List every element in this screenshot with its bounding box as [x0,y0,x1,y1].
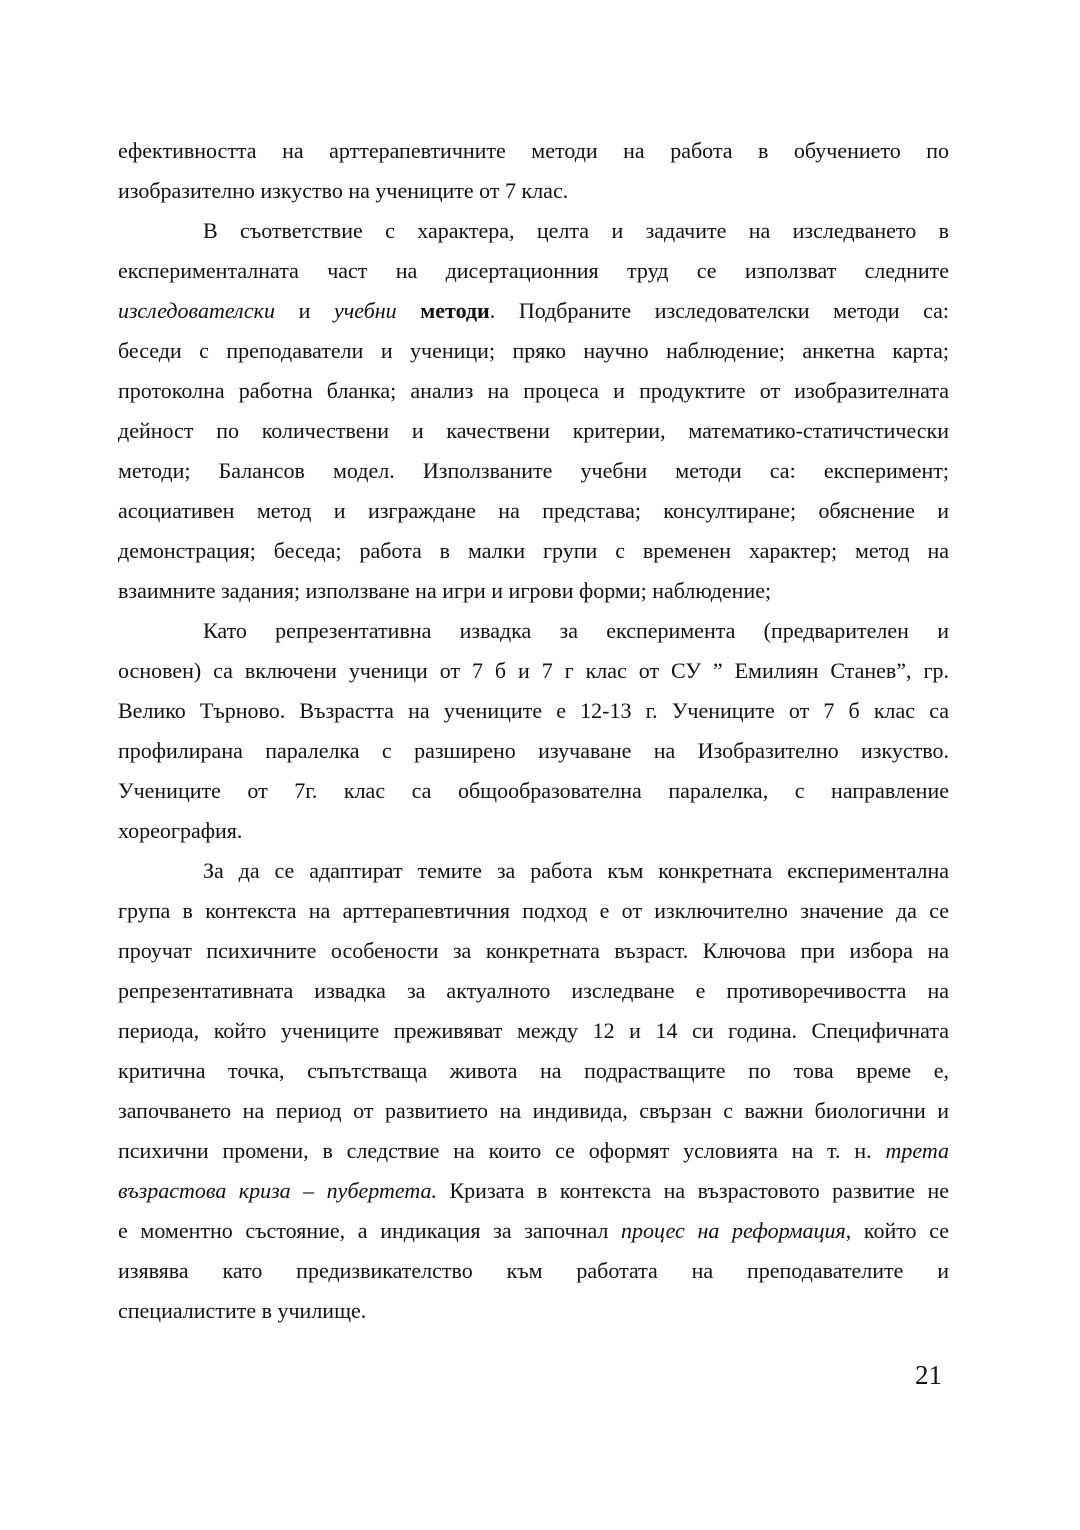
bold-text-run: методи [420,298,490,323]
text-run [397,298,421,323]
text-line [118,1011,949,1051]
text-run: Учениците от 7г. клас са общообразователна паралелка, с направление [118,778,949,803]
text-line [118,451,949,491]
text-line [118,491,949,531]
text-line [118,1291,949,1331]
text-run: , който се [845,1218,949,1243]
text-line [118,571,949,611]
text-run: експерименталната част на дисертационния труд се използват следните [118,258,949,283]
text-run: започването на период от развитието на индивида, свързан с важни биологични и [118,1098,949,1123]
text-run: профилирана паралелка с разширено изучаване на Изобразително изкуство. [118,738,949,763]
page-number: 21 [915,1360,942,1390]
text-run: изобразително изкуство на учениците от 7 клас. [118,178,569,203]
text-run: проучат психичните особености за конкретната възраст. Ключова при избора на [118,938,949,963]
text-line [118,811,949,851]
text-line [118,1251,949,1291]
text-line [118,931,949,971]
text-line [118,731,949,771]
paragraph [118,131,949,211]
text-line [118,1051,949,1091]
text-line [118,171,949,211]
text-run: изявява като предизвикателство към работата на преподавателите и [118,1258,949,1283]
text-line [118,1131,949,1171]
text-line [118,371,949,411]
text-run: периода, който учениците преживяват между 12 и 14 си година. Специфичната [118,1018,949,1043]
paragraph [118,611,949,851]
text-line [118,331,949,371]
text-line [118,291,949,331]
italic-text-run: изследователски [118,298,275,323]
text-line [118,1211,949,1251]
text-line [118,251,949,291]
text-run: е моментно състояние, а индикация за започнал [118,1218,622,1243]
text-run: Като репрезентативна извадка за експеримента (предварителен и [203,618,949,643]
text-line [118,971,949,1011]
text-line [118,611,949,651]
text-line [118,531,949,571]
paragraph [118,851,949,1331]
text-run: критична точка, съпътстваща живота на подрастващите по това време е, [118,1058,949,1083]
text-line [118,411,949,451]
text-line [118,891,949,931]
text-line [118,651,949,691]
text-line [118,131,949,171]
text-run: и [274,298,334,323]
text-run: специалистите в училище. [118,1298,367,1323]
text-run: За да се адаптират темите за работа към конкретната експериментална [203,858,949,883]
text-run: Кризата в контекста на възрастовото развитие не [437,1178,949,1203]
text-run: В съответствие с характера, целта и задачите на изследването в [203,218,949,243]
text-run: Велико Търново. Възрастта на учениците е 12-13 г. Учениците от 7 б клас са [118,698,949,723]
text-run: дейност по количествени и качествени критерии, математико-статичстически [118,418,949,443]
text-run: репрезентативната извадка за актуалното изследване е противоречивостта на [118,978,949,1003]
text-run: протоколна работна бланка; анализ на процеса и продуктите от изобразителната [118,378,949,403]
text-run: група в контекста на арттерапевтичния подход е от изключително значение да се [118,898,949,923]
text-run: основен) са включени ученици от 7 б и 7 г клас от СУ ” Емилиян Станев”, гр. [118,658,949,683]
text-line [118,851,949,891]
text-run: асоциативен метод и изграждане на представа; консултиране; обяснение и [118,498,949,523]
text-run: психични промени, в следствие на които се оформят условията на т. н. [118,1138,886,1163]
text-run: хореография. [118,818,243,843]
text-run: демонстрация; беседа; работа в малки групи с временен характер; метод на [118,538,949,563]
text-line [118,691,949,731]
text-run: . Подбраните изследователски методи са: [489,298,949,323]
text-line [118,211,949,251]
document-body-text [118,131,949,1331]
text-line [118,771,949,811]
text-run: беседи с преподаватели и ученици; пряко научно наблюдение; анкетна карта; [118,338,949,363]
text-run: методи; Балансов модел. Използваните учебни методи са: експеримент; [118,458,949,483]
italic-text-run: трета [885,1138,949,1163]
text-run: ефективността на арттерапевтичните методи на работа в обучението по [118,138,949,163]
italic-text-run: учебни [333,298,397,323]
text-run: взаимните задания; използване на игри и игрови форми; наблюдение; [118,578,772,603]
italic-text-run: възрастова криза – пубертета. [118,1178,437,1203]
paragraph [118,211,949,611]
italic-text-run: процес на реформация [621,1218,846,1243]
text-line [118,1091,949,1131]
text-line [118,1171,949,1211]
